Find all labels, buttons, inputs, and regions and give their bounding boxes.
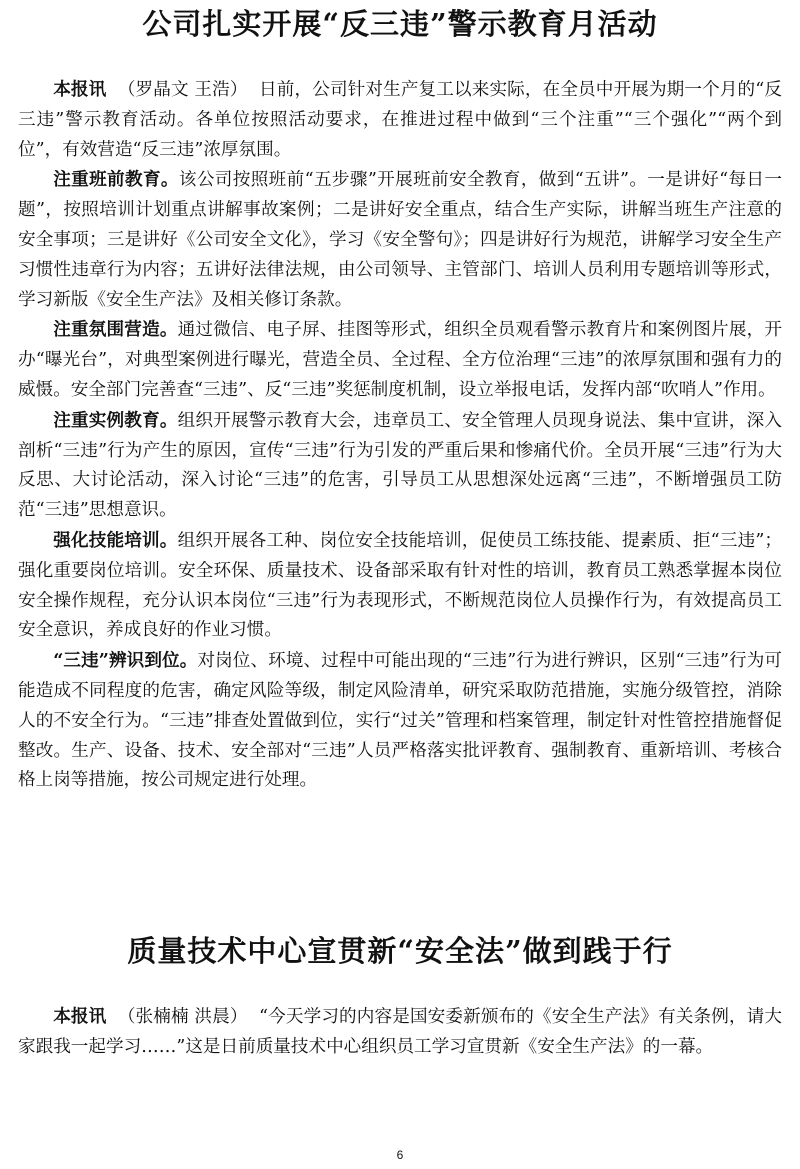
article-1-intro-text: 日前，公司针对生产复工以来实际，在全员中开展为期一个月的“反三违”警示教育活动。各单位按照活动要求，在推进过程中做到“三个注重”“三个强化”“两个到位”，有效营造“反三违”浓厚氛围。 bbox=[18, 80, 783, 160]
section-heading: 注重实例教育。 bbox=[53, 409, 178, 431]
section-paragraph bbox=[18, 646, 782, 796]
article-1-body bbox=[18, 75, 782, 796]
article-1-intro bbox=[18, 75, 782, 165]
article-2-byline: （张楠楠 洪晨） bbox=[117, 1007, 248, 1027]
article-1-title: 公司扎实开展“反三违”警示教育月活动 bbox=[142, 7, 658, 41]
article-2-body bbox=[18, 1002, 782, 1063]
section-body: 组织开展警示教育大会，违章员工、安全管理人员现身说法、集中宣讲，深入剖析“三违”行为产生的原因，宣传“三违”行为引发的严重后果和惨痛代价。全员开展“三违”行为大反思、大讨论活动，深入讨论“三违”的危害，引导员工从思想深处远离“三违”，不断增强员工防范“三违”思想意识。 bbox=[18, 410, 782, 521]
section-heading: “三违”辨识到位。 bbox=[53, 650, 198, 672]
section-paragraph bbox=[18, 315, 782, 405]
page-number: 6 bbox=[396, 1148, 404, 1162]
article-2-intro bbox=[18, 1002, 782, 1063]
section-body: 通过微信、电子屏、挂图等形式，组织全员观看警示教育片和案例图片展，开办“曝光台”，对典型案例进行曝光，营造全员、全过程、全方位治理“三违”的浓厚氛围和强有力的威慑。安全部门完善查“三违”、反“三违”奖惩制度机制，设立举报电话，发挥内部“吹哨人”作用。 bbox=[18, 320, 782, 400]
section-body: 对岗位、环境、过程中可能出现的“三违”行为进行辨识，区别“三违”行为可能造成不同程度的危害，确定风险等级，制定风险清单，研究采取防范措施，实施分级管控，消除人的不安全行为。“三违”排查处置做到位，实行“过关”管理和档案管理，制定针对性管控措施督促整改。生产、设备、技术、安全部对“三违”人员严格落实批评教育、强制教育、重新培训、考核合格上岗等措施，按公司规定进行处理。 bbox=[18, 651, 782, 791]
article-2-intro-text: “今天学习的内容是国安委新颁布的《安全生产法》有关条例，请大家跟我一起学习……”这是日前质量技术中心组织员工学习宣贯新《安全生产法》的一幕。 bbox=[18, 1007, 783, 1057]
section-paragraph bbox=[18, 406, 782, 526]
section-heading: 强化技能培训。 bbox=[53, 529, 178, 551]
article-2-title: 质量技术中心宣贯新“安全法”做到践于行 bbox=[127, 934, 673, 968]
article-1-byline: （罗晶文 王浩） bbox=[117, 80, 248, 100]
section-paragraph bbox=[18, 526, 782, 646]
section-paragraph bbox=[18, 165, 782, 315]
section-heading: 注重班前教育。 bbox=[53, 169, 179, 191]
section-body: 组织开展各工种、岗位安全技能培训，促使员工练技能、提素质、拒“三违”；强化重要岗位培训。安全环保、质量技术、设备部采取有针对性的培训，教育员工熟悉掌握本岗位安全操作规程，充分认识本岗位“三违”行为表现形式，不断规范岗位人员操作行为，有效提高员工安全意识，养成良好的作业习惯。 bbox=[18, 530, 782, 641]
section-heading: 注重氛围营造。 bbox=[53, 319, 178, 341]
section-body: 该公司按照班前“五步骤”开展班前安全教育，做到“五讲”。一是讲好“每日一题”，按照培训计划重点讲解事故案例；二是讲好安全重点，结合生产实际，讲解当班生产注意的安全事项；三是讲好《公司安全文化》，学习《安全警句》；四是讲好行为规范，讲解学习安全生产习惯性违章行为内容；五讲好法律法规，由公司领导、主管部门、培训人员利用专题培训等形式，学习新版《安全生产法》及相关修订条款。 bbox=[18, 170, 782, 310]
article-2-lead: 本报讯 bbox=[53, 1006, 107, 1027]
article-1-lead: 本报讯 bbox=[53, 79, 107, 100]
